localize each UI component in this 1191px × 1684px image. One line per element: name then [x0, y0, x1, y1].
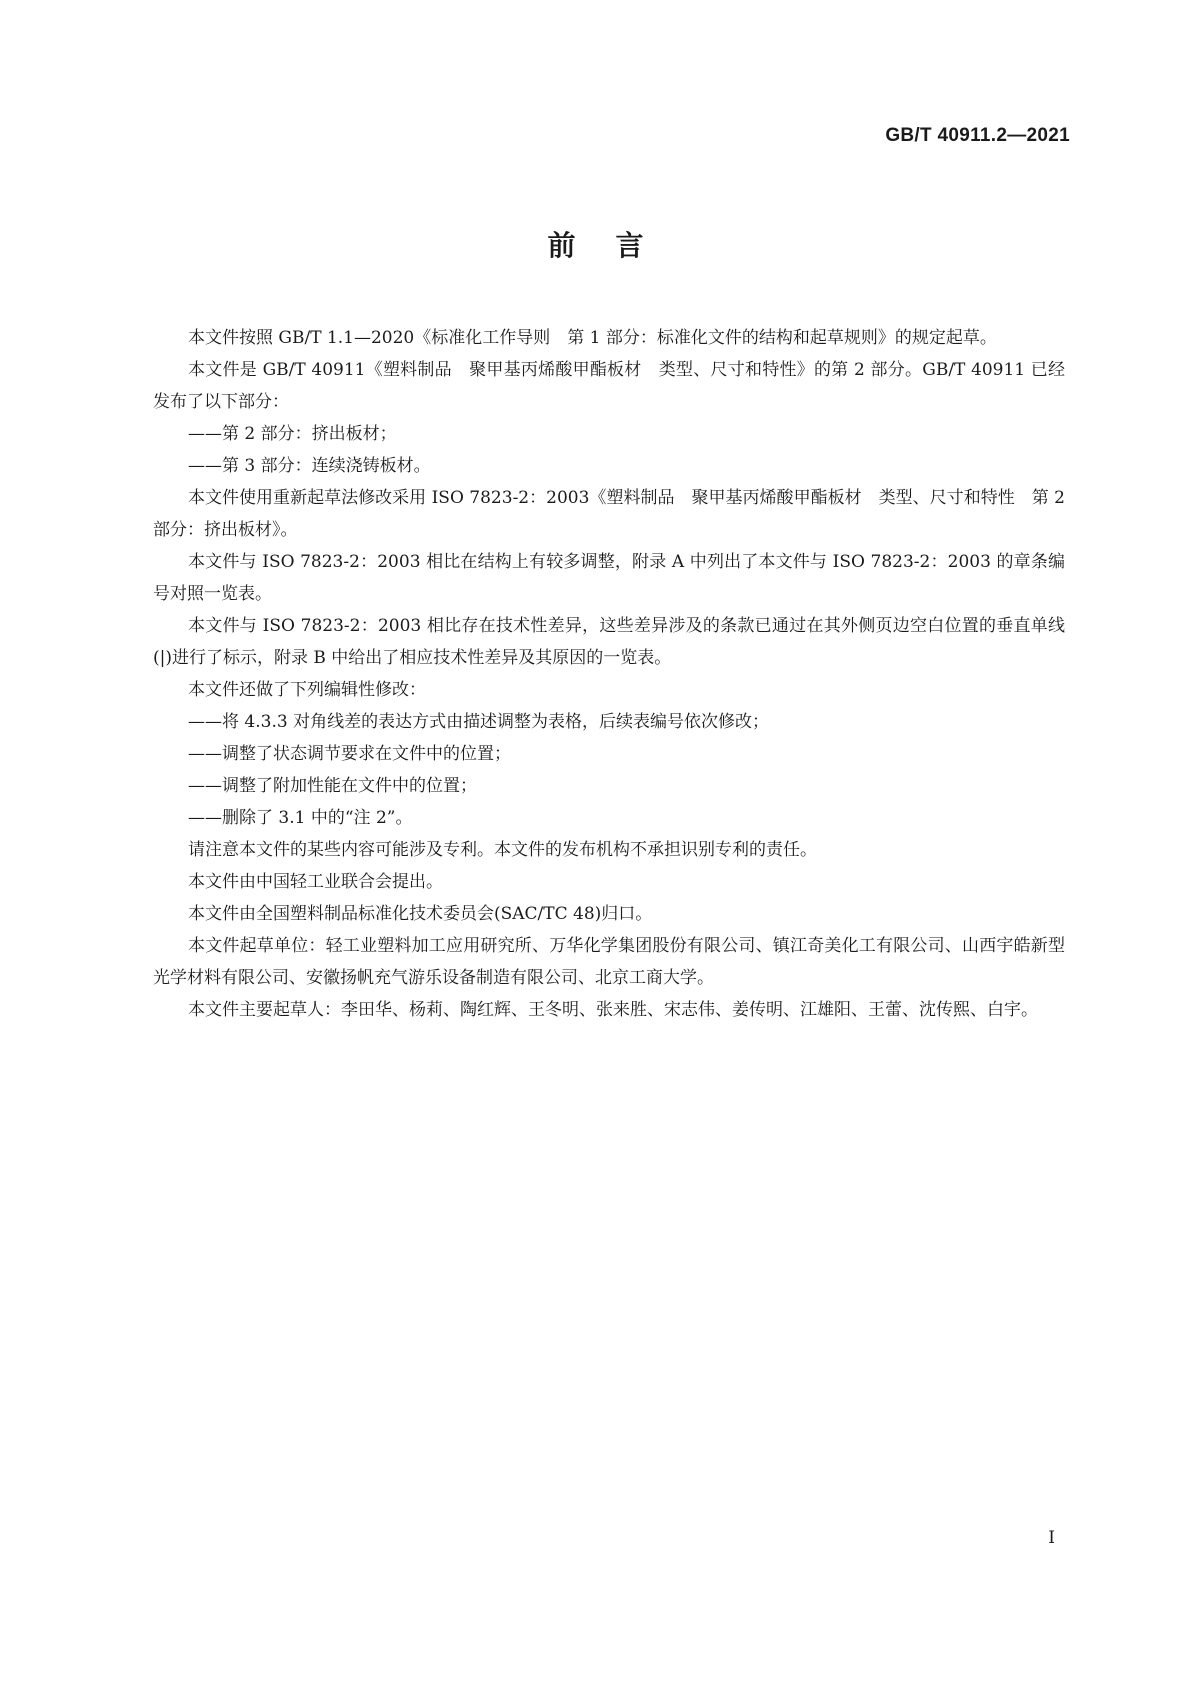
paragraph-technical-differences: 本文件与 ISO 7823-2：2003 相比存在技术性差异，这些差异涉及的条款已通过在其外侧页边空白位置的垂直单线(|)进行了标示，附录 B 中给出了相应技术性差异及其原因的一览表。 [153, 616, 1065, 668]
page-number: I [1048, 1528, 1055, 1548]
paragraph-proposed-by: 本文件由中国轻工业联合会提出。 [188, 872, 443, 892]
paragraph-patent-notice: 请注意本文件的某些内容可能涉及专利。本文件的发布机构不承担识别专利的责任。 [188, 840, 817, 860]
list-item-part-2: ——第 2 部分：挤出板材； [188, 424, 397, 444]
paragraph-adoption: 本文件使用重新起草法修改采用 ISO 7823-2：2003《塑料制品 聚甲基丙烯酸甲酯板材 类型、尺寸和特性 第 2 部分：挤出板材》。 [153, 488, 1065, 540]
paragraph-drafting-rules: 本文件按照 GB/T 1.1—2020《标准化工作导则 第 1 部分：标准化文件的结构和起草规则》的规定起草。 [188, 328, 997, 348]
list-item-editorial-1: ——将 4.3.3 对角线差的表达方式由描述调整为表格，后续表编号依次修改； [188, 712, 770, 732]
foreword-body [153, 322, 1065, 1026]
list-item-editorial-4: ——删除了 3.1 中的“注 2”。 [188, 808, 413, 828]
list-item-part-3: ——第 3 部分：连续浇铸板材。 [188, 456, 431, 476]
paragraph-part-info: 本文件是 GB/T 40911《塑料制品 聚甲基丙烯酸甲酯板材 类型、尺寸和特性》的第 2 部分。GB/T 40911 已经发布了以下部分： [153, 360, 1065, 412]
list-item-editorial-2: ——调整了状态调节要求在文件中的位置； [188, 744, 511, 764]
paragraph-drafting-units: 本文件起草单位：轻工业塑料加工应用研究所、万华化学集团股份有限公司、镇江奇美化工有限公司、山西宇皓新型光学材料有限公司、安徽扬帆充气游乐设备制造有限公司、北京工商大学。 [153, 936, 1065, 988]
list-item-editorial-3: ——调整了附加性能在文件中的位置； [188, 776, 477, 796]
paragraph-structure-changes: 本文件与 ISO 7823-2：2003 相比在结构上有较多调整，附录 A 中列出了本文件与 ISO 7823-2：2003 的章条编号对照一览表。 [153, 552, 1065, 604]
paragraph-editorial-changes: 本文件还做了下列编辑性修改： [188, 680, 426, 700]
document-code: GB/T 40911.2—2021 [885, 125, 1070, 146]
paragraph-committee: 本文件由全国塑料制品标准化技术委员会(SAC/TC 48)归口。 [188, 904, 653, 924]
paragraph-drafters: 本文件主要起草人：李田华、杨莉、陶红辉、王冬明、张来胜、宋志伟、姜传明、江雄阳、王蕾、沈传熙、白宇。 [188, 1000, 1038, 1020]
page-title: 前言 [547, 229, 684, 262]
